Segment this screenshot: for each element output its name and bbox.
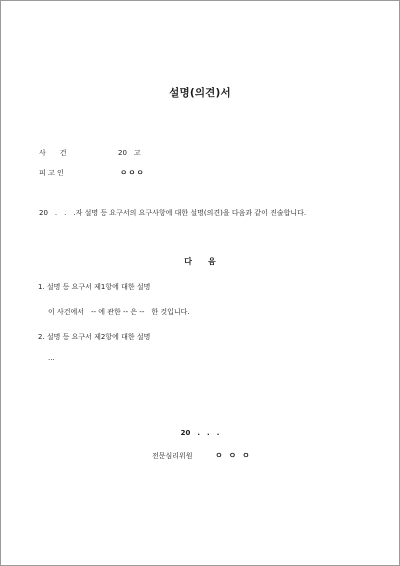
document-title: 설명(의견)서 xyxy=(169,87,231,99)
signer-name: ㅇ ㅇ ㅇ xyxy=(215,451,252,460)
case-label: 사 건 xyxy=(39,149,67,157)
defendant-value: ㅇㅇㅇ xyxy=(120,168,145,177)
defendant-label: 피 고 인 xyxy=(39,169,64,177)
case-value: 20 고 xyxy=(118,149,141,157)
item-1-title: 1. 설명 등 요구서 제1항에 대한 설명 xyxy=(38,283,151,291)
item-1-detail: 이 사건에서 -- 에 관한 -- 은 -- 한 것입니다. xyxy=(48,308,190,316)
document-date: 20 . . . xyxy=(180,429,220,437)
section-heading: 다 음 xyxy=(184,257,216,266)
signer-label: 전문심리위원 xyxy=(152,452,193,460)
intro-statement: 20 . . .자 설명 등 요구서의 요구사항에 대한 설명(의견)을 다음과 같이 진술합니다. xyxy=(39,209,307,217)
item-2-title: 2. 설명 등 요구서 제2항에 대한 설명 xyxy=(38,333,151,341)
item-2-detail: ... xyxy=(48,354,55,362)
